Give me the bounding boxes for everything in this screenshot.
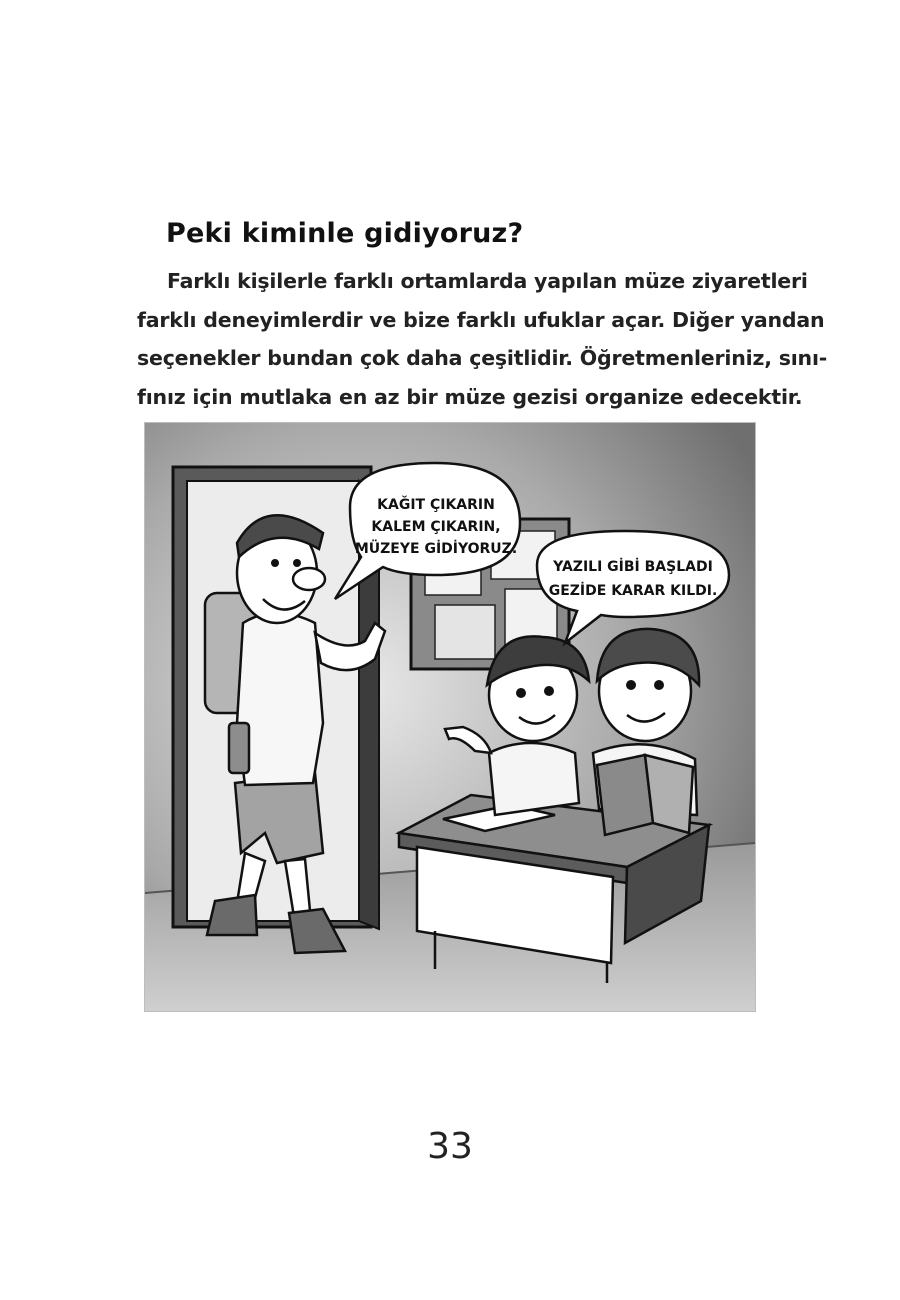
paragraph-line: fınız için mutlaka en az bir müze gezisi organize edecektir.	[137, 384, 803, 409]
page-number: 33	[427, 1126, 473, 1167]
bubble-teacher-line: KAĞIT ÇIKARIN	[377, 497, 495, 513]
paragraph-line: seçenekler bundan çok daha çeşitlidir. Öğretmenleriniz, sını-	[137, 346, 828, 370]
paragraph-line: Farklı kişilerle farklı ortamlarda yapılan müze ziyaretleri	[167, 269, 808, 293]
classroom-illustration	[144, 422, 756, 1012]
bubble-students-line: GEZİDE KARAR KILDI.	[548, 583, 718, 599]
bubble-teacher-line: MÜZEYE GİDİYORUZ.	[354, 541, 518, 557]
bubble-students-line: YAZILI GİBİ BAŞLADI	[553, 559, 713, 575]
paragraph-line: farklı deneyimlerdir ve bize farklı ufuklar açar. Diğer yandan	[137, 307, 825, 332]
bubble-teacher-line: KALEM ÇIKARIN,	[371, 519, 501, 535]
body-paragraph	[137, 262, 828, 416]
section-heading: Peki kiminle gidiyoruz?	[166, 218, 524, 249]
